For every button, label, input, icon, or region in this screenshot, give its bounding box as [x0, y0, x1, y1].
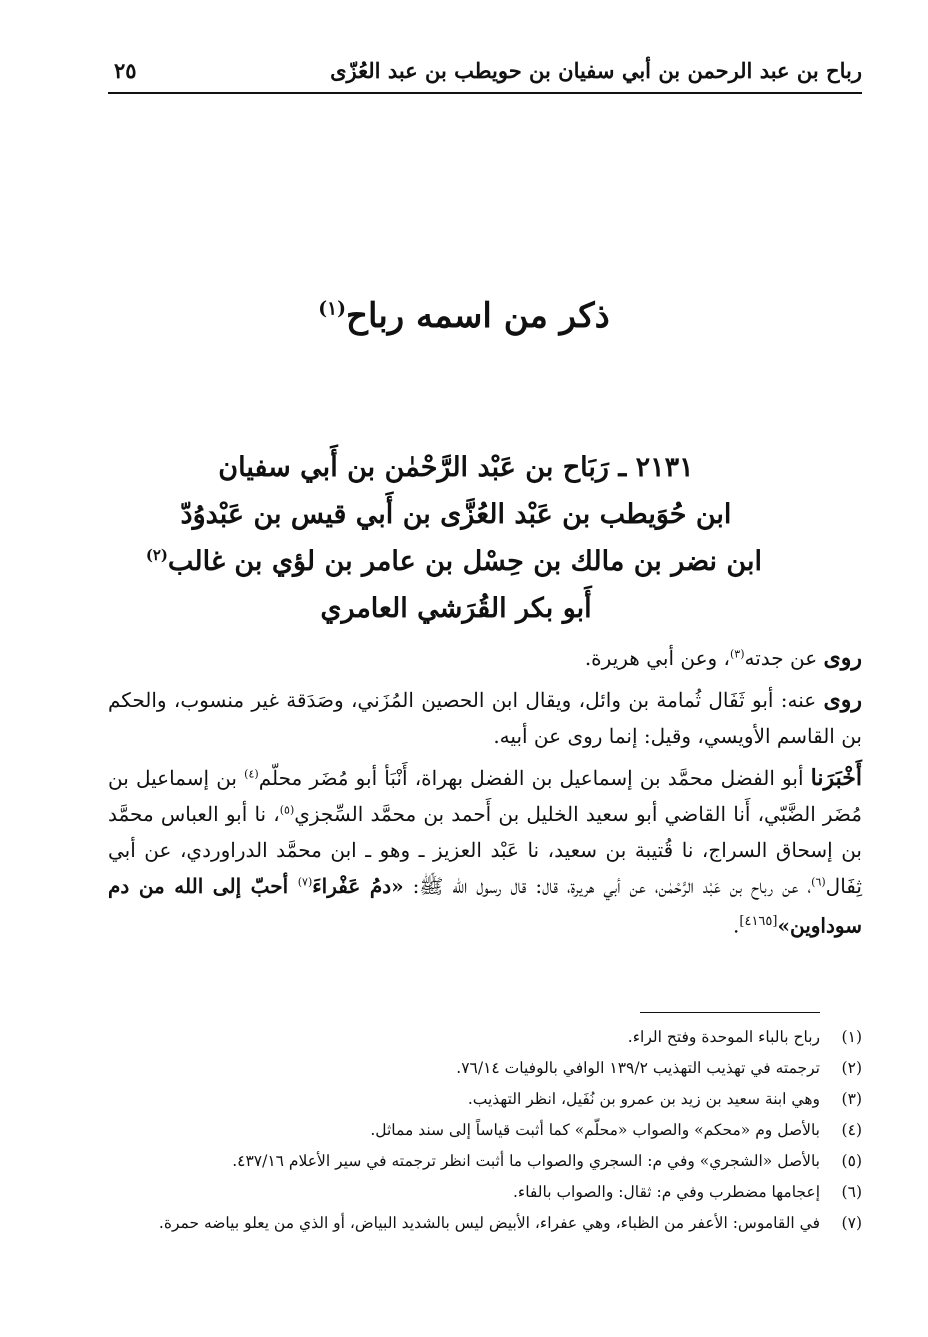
footnote-text: بالأصل وم «محكم» والصواب «محلّم» كما أثبت قياساً إلى سند مماثل.: [370, 1121, 820, 1139]
footnote-ref: (٧): [297, 875, 313, 889]
footnote-number: (٣): [841, 1090, 862, 1108]
entry-title-line-1: ٢١٣١ ـ رَبَاح بن عَبْد الرَّحْمٰن بن أَبي سفيان: [218, 452, 694, 483]
entry-title-line-2: ابن حُوَيطب بن عَبْد العُزَّى بن أَبي قيس بن عَبْدوُدّ: [180, 499, 732, 530]
paragraph-text: أبو الفضل محمَّد بن إسماعيل بن الفضل بهراة، أَنْبَأ أبو مُضَر محلّم: [258, 766, 811, 790]
footnote-text: إعجامها مضطرب وفي م: ثقال: والصواب بالفاء.: [512, 1183, 820, 1201]
footnote-number: (٦): [841, 1183, 862, 1201]
paragraph-narrated-from: [108, 640, 862, 676]
footnote-ref: (٤): [244, 767, 259, 781]
entry-footnote-ref: (٢): [145, 546, 168, 564]
footnote-item: [108, 1022, 862, 1053]
paragraph-lead-word: روى: [823, 645, 862, 671]
footnote-ref: (٥): [279, 803, 295, 817]
hadith-number: [٤١٦٥]: [739, 914, 778, 929]
footnote-number: (٤): [841, 1121, 862, 1139]
footnote-text: ترجمته في تهذيب التهذيب ١٣٩/٢ الوافي بالوفيات ٧٦/١٤.: [456, 1059, 820, 1077]
footnote-item: [108, 1053, 862, 1084]
paragraph-text: عنه: أبو ثَفَال ثُمامة بن وائل، ويقال ابن الحصين المُزَني، وصَدَقة غير منسوب، والحكم بن القاسم الأويسي، وقيل: إنما روى عن أبيه.: [108, 688, 862, 748]
chapter-heading: [0, 296, 928, 337]
footnote-number: (١): [841, 1028, 862, 1046]
footnote-item: [108, 1146, 862, 1177]
entry-title-block: [145, 444, 762, 632]
paragraph-text: ، عن رباح بن عَبْد الرَّحْمٰن، عن أبي هريرة، قال: قال رسول الله ﷺ:: [403, 874, 812, 898]
footnote-number: (٢): [841, 1059, 862, 1077]
entry-title-line-3-text: ابن نضر بن مالك بن حِسْل بن عامر بن لؤي بن غالب: [167, 546, 762, 577]
paragraph-text: ، نا أبو العباس محمَّد بن إسحاق السراج، نا قُتيبة بن سعيد، نا عَبْد العزيز ـ وهو ـ ابن محمَّد الدراوردي، عن أبي ثِفَال: [108, 802, 862, 898]
hadith-quote: أحبّ إلى الله من دم سوداوين»: [108, 874, 862, 938]
footnote-divider: [640, 1012, 820, 1013]
footnotes: [108, 1022, 862, 1239]
entry-title-line-4: أَبو بكر القُرَشي العامري: [320, 593, 592, 624]
hadith-quote: «دمُ عَفْراءَ: [312, 874, 404, 898]
footnote-text: وهي ابنة سعيد بن زيد بن عمرو بن نُفَيل، انظر التهذيب.: [467, 1090, 820, 1108]
chapter-title: ذكر من اسمه رباح: [346, 296, 610, 336]
footnote-text: في القاموس: الأعفر من الظباء، وهي عفراء، الأبيض ليس بالشديد البياض، أو الذي من يعلو بياضه حمرة.: [158, 1214, 820, 1232]
footnote-item: [108, 1115, 862, 1146]
chapter-footnote-ref: (١): [318, 297, 347, 320]
paragraph-text: ، وعن أبي هريرة.: [584, 646, 730, 670]
entry-title-line-3: [145, 538, 762, 585]
footnote-item: [108, 1177, 862, 1208]
running-title: رباح بن عبد الرحمن بن أبي سفيان بن حويطب بن عبد العُزّى: [330, 58, 862, 83]
footnote-item: [108, 1084, 862, 1115]
paragraph-lead-word: روى: [823, 687, 862, 713]
footnote-number: (٧): [841, 1214, 862, 1232]
footnote-ref: (٦): [811, 875, 826, 889]
paragraph-lead-word: أَخْبَرَنا: [810, 765, 862, 791]
paragraph-text: بن إسماعيل بن مُضَر الضَّبّي، أَنا القاضي أبو سعيد الخليل بن أَحمد بن محمَّد السِّجزي: [108, 766, 862, 826]
footnote-text: رباح بالباء الموحدة وفتح الراء.: [627, 1028, 820, 1046]
running-header: [108, 52, 862, 94]
page-number: ٢٥: [114, 58, 137, 83]
paragraph-text: عن جدته: [744, 646, 824, 670]
footnote-text: بالأصل «الشجري» وفي م: السجري والصواب ما أثبت انظر ترجمته في سير الأعلام ٤٣٧/١٦.: [232, 1152, 820, 1170]
paragraph-isnad: [108, 760, 862, 944]
paragraph-text: .: [733, 913, 740, 938]
footnote-ref: (٣): [729, 647, 745, 661]
footnote-number: (٥): [841, 1152, 862, 1170]
body-text: [108, 640, 862, 950]
paragraph-narrated-by: [108, 682, 862, 754]
footnote-item: [108, 1208, 862, 1239]
